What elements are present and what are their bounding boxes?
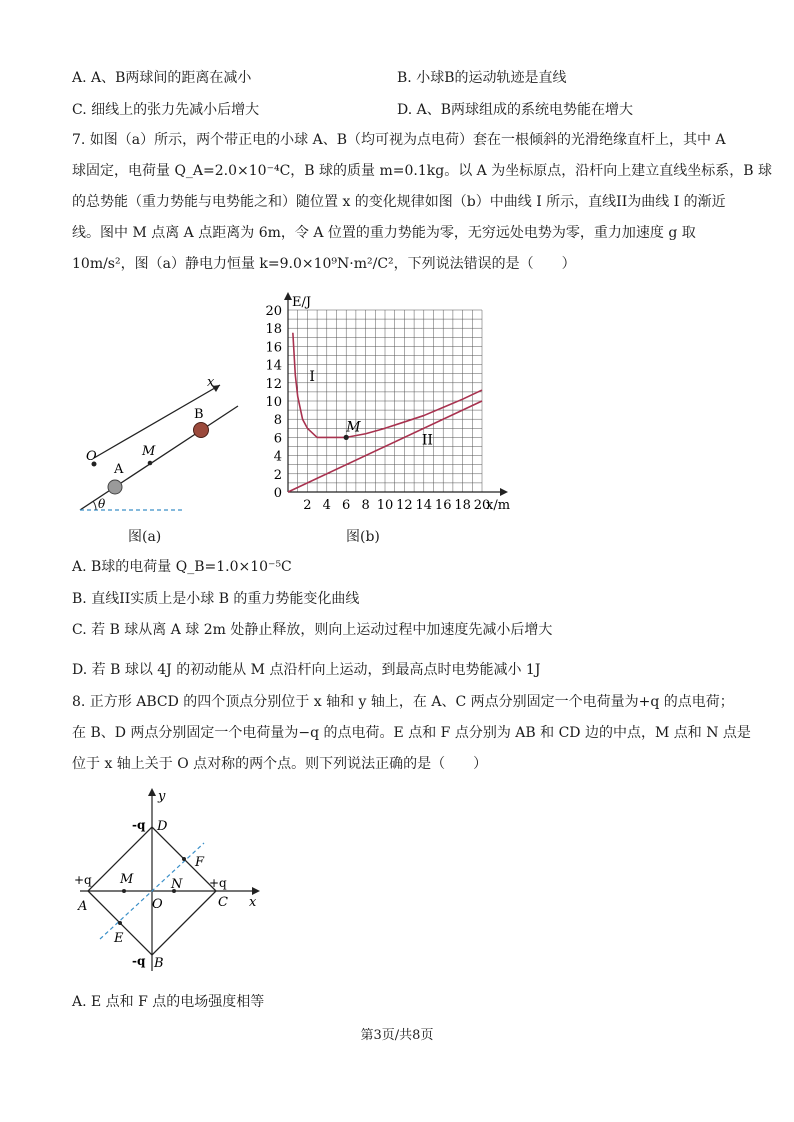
angle-arc <box>93 501 96 510</box>
label-a: A <box>78 899 88 914</box>
label-e: E <box>114 931 124 946</box>
y-tick-label: 14 <box>265 358 282 374</box>
charge-d: -q <box>132 818 146 832</box>
label-c: C <box>218 895 228 910</box>
q7-stem-line-2: 球固定，电荷量 Q_A=2.0×10⁻⁴C，B 球的质量 m=0.1kg。以 A 为坐标原点，沿杆向上建立直线坐标系，B 球 <box>72 163 772 179</box>
q8-stem-line-1: 8. 正方形 ABCD 的四个顶点分别位于 x 轴和 y 轴上，在 A、C 两点分别固定一个电荷量为+q 的点电荷； <box>72 694 734 710</box>
point-m <box>122 889 126 893</box>
q6-option-d: D. A、B两球组成的系统电势能在增大 <box>397 102 634 118</box>
rod <box>80 406 238 510</box>
y-axis-label: E/J <box>292 295 312 310</box>
q8-stem-line-2: 在 B、D 两点分别固定一个电荷量为−q 的点电荷。E 点和 F 点分别为 AB 和 CD 边的中点，M 点和 N 点是 <box>72 725 751 741</box>
q7-stem-line-3: 的总势能（重力势能与电势能之和）随位置 x 的变化规律如图（b）中曲线 I 所示，直线II为曲线 I 的渐近 <box>72 194 726 210</box>
x-tick-label: 12 <box>396 498 413 513</box>
chart-tick-labels <box>265 295 510 513</box>
y-tick-label: 10 <box>265 395 282 410</box>
point-m-label: M <box>346 419 361 436</box>
curve-i-label: I <box>309 368 315 385</box>
label-n: N <box>171 877 183 892</box>
x-axis-arrow <box>252 887 260 895</box>
x-tick-label: 18 <box>454 498 471 513</box>
ball-b <box>194 423 209 438</box>
q6-option-c: C. 细线上的张力先减小后增大 <box>72 102 260 118</box>
y-tick-label: 2 <box>273 467 282 483</box>
line-ii-label: II <box>421 432 433 449</box>
label-b: B <box>194 407 204 422</box>
y-tick-label: 12 <box>265 376 282 392</box>
q7-stem-line-1: 7. 如图（a）所示，两个带正电的小球 A、B（均可视为点电荷）套在一根倾斜的光滑绝缘直杆上，其中 A <box>72 132 726 148</box>
q8-option-a: A. E 点和 F 点的电场强度相等 <box>72 994 265 1010</box>
label-d: D <box>157 819 168 834</box>
q8-figure <box>70 785 270 975</box>
y-axis-arrow <box>148 788 156 796</box>
charge-a: +q <box>74 873 92 887</box>
q7-figure-b-chart <box>260 280 530 520</box>
y-tick-label: 6 <box>273 431 282 447</box>
page-footer: 第3页/共8页 <box>360 1028 434 1043</box>
x-tick-label: 4 <box>322 498 331 513</box>
label-x: x <box>207 375 215 390</box>
x-tick-label: 20 <box>473 498 491 513</box>
label-m: M <box>120 872 134 887</box>
label-o: O <box>86 449 97 464</box>
q7-option-d: D. 若 B 球以 4J 的初动能从 M 点沿杆向上运动，到最高点时电势能减小 1J <box>72 662 541 678</box>
label-m: M <box>142 444 156 459</box>
charge-c: +q <box>209 876 227 890</box>
label-b: B <box>154 956 164 971</box>
label-y: y <box>158 789 166 804</box>
x-tick-label: 14 <box>415 498 433 513</box>
fig-a-caption: 图(a) <box>128 529 162 545</box>
x-axis-label: x/m <box>486 498 511 513</box>
q8-stem-line-3: 位于 x 轴上关于 O 点对称的两个点。则下列说法正确的是（ ） <box>72 756 488 772</box>
q7-figure-a <box>70 370 260 520</box>
chart-grid <box>288 310 482 492</box>
y-tick-label: 8 <box>273 413 282 429</box>
point-f <box>182 857 186 861</box>
point-m-marker <box>344 435 349 440</box>
point-e <box>118 921 122 925</box>
q7-option-c: C. 若 B 球从离 A 球 2m 处静止释放，则向上运动过程中加速度先减小后增大 <box>72 622 553 638</box>
q7-stem-line-5: 10m/s²，图（a）静电力恒量 k=9.0×10⁹N·m²/C²，下列说法错误的是（ ） <box>72 256 576 272</box>
fig-b-caption: 图(b) <box>346 529 380 545</box>
x-tick-label: 10 <box>376 498 394 513</box>
y-tick-label: 0 <box>273 486 282 501</box>
label-a: A <box>114 462 124 477</box>
x-tick-label: 6 <box>342 498 351 513</box>
x-tick-label: 8 <box>361 498 370 513</box>
x-tick-label: 16 <box>434 498 452 513</box>
y-tick-label: 16 <box>265 340 282 356</box>
label-f: F <box>195 855 205 870</box>
charge-b: -q <box>132 954 146 968</box>
series-I-line <box>293 333 482 438</box>
x-tick-label: 2 <box>303 498 312 513</box>
label-x: x <box>249 895 257 910</box>
q7-option-b: B. 直线II实质上是小球 B 的重力势能变化曲线 <box>72 591 360 607</box>
point-m <box>148 461 153 466</box>
q7-stem-line-4: 线。图中 M 点离 A 点距离为 6m，令 A 位置的重力势能为零，无穷远处电势为零，重力加速度 g 取 <box>72 225 696 241</box>
x-axis-arrow <box>500 488 508 496</box>
label-o: O <box>152 897 163 912</box>
label-theta: θ <box>98 497 106 511</box>
ball-a <box>108 480 122 494</box>
y-tick-label: 4 <box>273 449 282 465</box>
q7-option-a: A. B球的电荷量 Q_B=1.0×10⁻⁵C <box>72 559 292 575</box>
y-axis-arrow <box>284 292 292 300</box>
y-tick-label: 18 <box>265 322 282 338</box>
q6-option-a: A. A、B两球间的距离在减小 <box>72 70 252 86</box>
q6-option-b: B. 小球B的运动轨迹是直线 <box>397 70 567 86</box>
y-tick-label: 20 <box>265 304 282 319</box>
